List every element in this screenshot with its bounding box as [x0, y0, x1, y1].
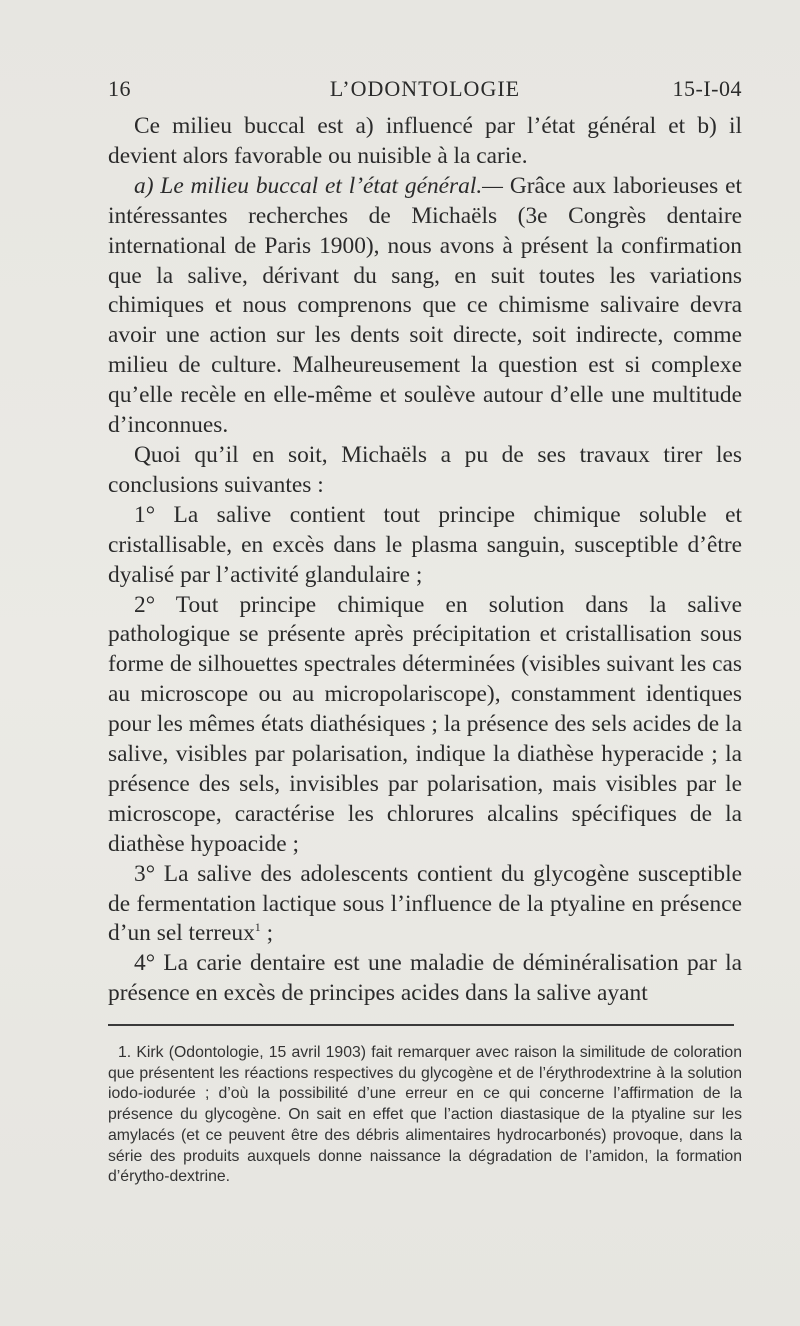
paragraph	[108, 172, 742, 441]
paragraph-text: Grâce aux laborieuses et intéressantes recherches de Michaëls (3e Congrès dentaire international de Paris 1900), nous avons à présent la confirmation que la salive, dérivant du sang, en suit toutes les variations chimiques et nous comprenons que ce chimisme salivaire devra avoir une action sur les dents soit directe, soit indirecte, comme milieu de culture. Malheureusement la question est si complexe qu’elle recèle en elle-même et soulève autour d’elle une multitude d’inconnues.	[108, 172, 742, 439]
footnote-divider	[108, 1024, 734, 1026]
paragraph: Quoi qu’il en soit, Michaëls a pu de ses travaux tirer les conclusions suivantes :	[108, 441, 742, 498]
running-title: L’ODONTOLOGIE	[329, 76, 521, 101]
paragraph: 3° La salive des adolescents contient du glycogène susceptible de fermentation lactique sous l’influence de la ptyaline en présence d’un sel terreux$^1$ ;	[108, 860, 742, 947]
running-header	[108, 76, 742, 108]
footnote	[108, 1043, 742, 1188]
paragraph-text: 3° La salive des adolescents contient du glycogène susceptible de fermentation lactique sous l’influence de la ptyaline en présence d’un sel terreux	[108, 860, 742, 947]
paragraph: 4° La carie dentaire est une maladie de déminéralisation par la présence en excès de principes acides dans la salive ayant	[108, 950, 742, 1007]
body-text	[108, 112, 742, 1009]
paragraph: 2° Tout principe chimique en solution dans la salive pathologique se présente après précipitation et cristallisation sous forme de silhouettes spectrales déterminées (visibles suivant les cas au microscope ou au micropolariscope), constamment identiques pour les mêmes états diathésiques ; la présence des sels acides de la salive, visibles par polarisation, indique la diathèse hyperacide ; la présence des sels, invisibles par polarisation, mais visibles par le microscope, caractérise les chlorures alcalins spécifiques de la diathèse hypoacide ;	[108, 591, 742, 857]
section-subheading: a) Le milieu buccal et l’état général.—	[134, 172, 503, 199]
page-number: 16	[108, 76, 131, 101]
paragraph: 1° La salive contient tout principe chimique soluble et cristallisable, en excès dans le plasma sanguin, susceptible d’être dyalisé par l’activité glandulaire ;	[108, 501, 742, 588]
footnote-reference: 1	[254, 920, 261, 935]
issue-date: 15-I-04	[672, 76, 742, 101]
paragraph: Ce milieu buccal est a) influencé par l’état général et b) il devient alors favorable ou nuisible à la carie.	[108, 113, 742, 169]
footnote-text: 1. Kirk (Odontologie, 15 avril 1903) fait remarquer avec raison la similitude de coloration que présentent les réactions respectives du glycogène et de l’érythrodextrine à la solution iodo-iodurée ; d’où la possibilité d’une erreur en ce qui concerne l’affirmation de la présence du glycogène. On sait en effet que l’action diastasique de la ptyaline sur les amylacés (et ce peuvent être des débris alimentaires hydrocarbonés) provoque, dans la série des produits auxquels donne naissance la dégradation de l’amidon, la formation d’érytho-dextrine.	[108, 1044, 742, 1186]
